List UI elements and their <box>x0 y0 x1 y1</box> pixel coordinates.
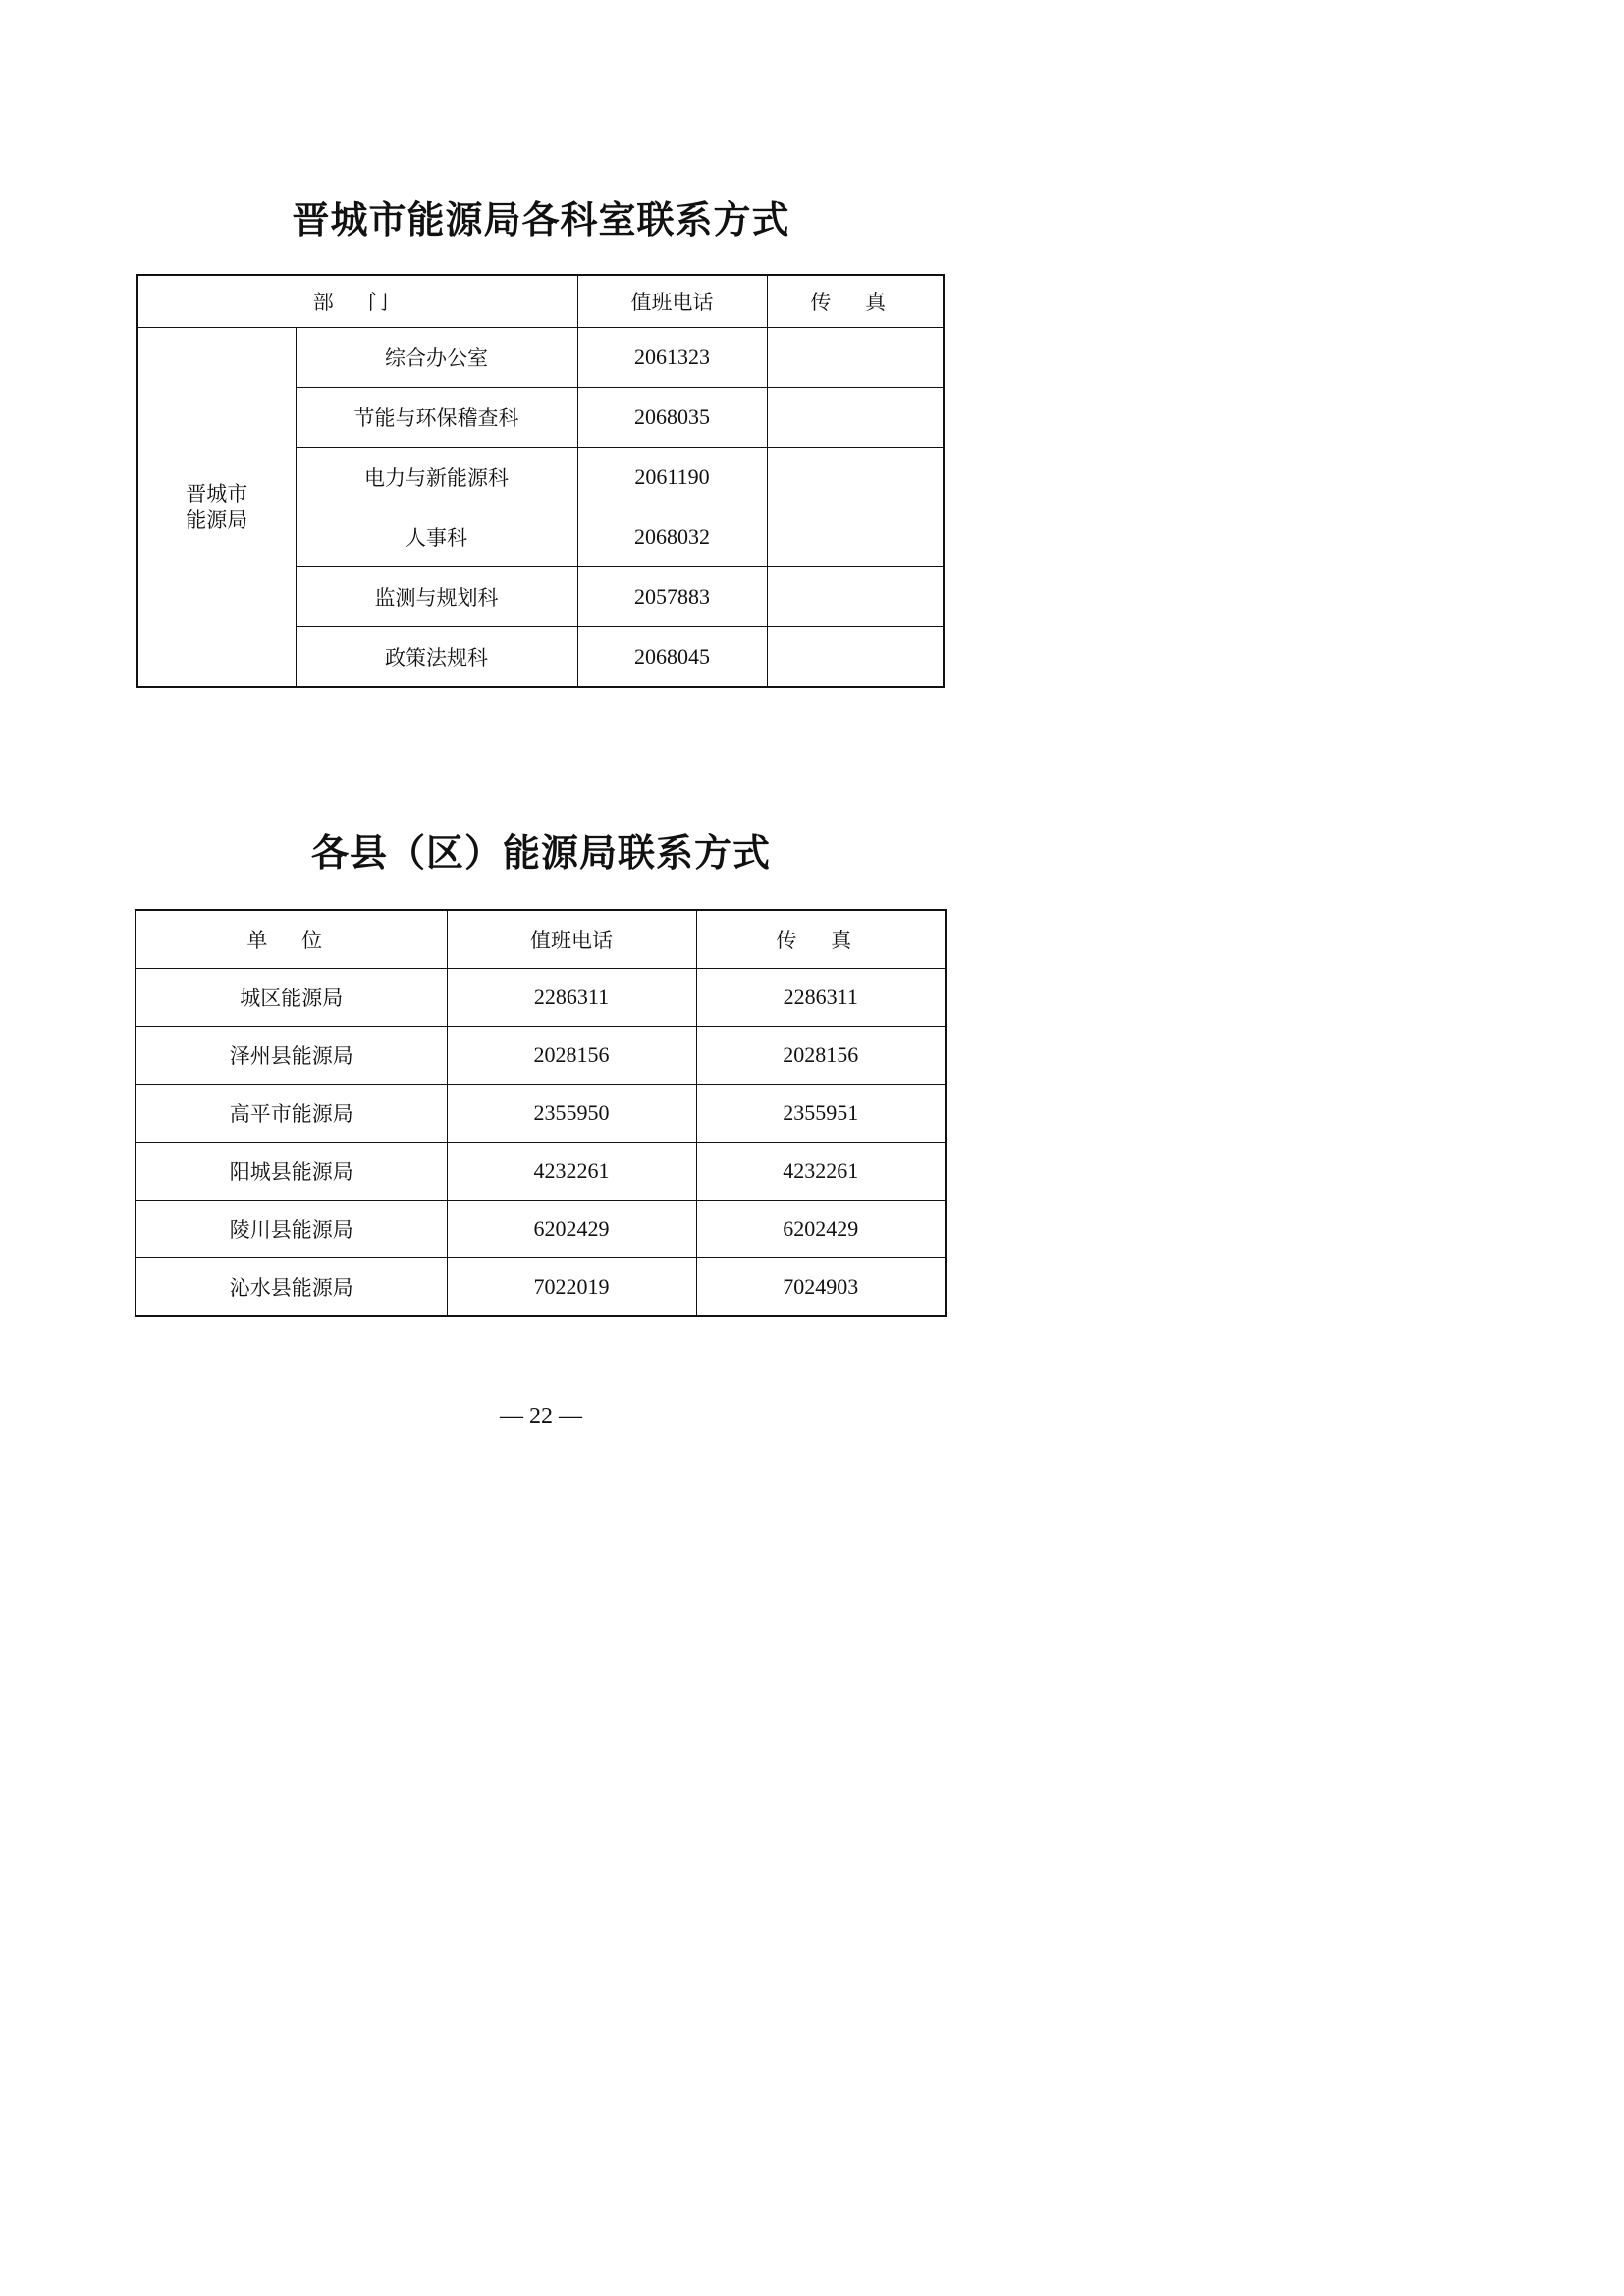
office-fax <box>767 567 944 627</box>
group-label-line1: 晋城市 <box>186 481 248 506</box>
unit-name: 沁水县能源局 <box>135 1258 447 1317</box>
table-header-row <box>135 910 946 969</box>
unit-name: 阳城县能源局 <box>135 1143 447 1201</box>
office-phone: 2061323 <box>577 328 767 388</box>
unit-phone: 4232261 <box>447 1143 696 1201</box>
office-phone: 2061190 <box>577 448 767 507</box>
header-phone: 值班电话 <box>447 910 696 969</box>
unit-fax: 7024903 <box>696 1258 946 1317</box>
header-phone: 值班电话 <box>577 275 767 328</box>
section2-title: 各县（区）能源局联系方式 <box>310 831 771 875</box>
group-label-line2: 能源局 <box>186 507 248 532</box>
section1-title: 晋城市能源局各科室联系方式 <box>292 198 790 241</box>
table-row <box>135 1143 946 1201</box>
header-fax: 传 真 <box>696 910 946 969</box>
unit-phone: 6202429 <box>447 1201 696 1258</box>
unit-phone: 2028156 <box>447 1027 696 1085</box>
unit-fax: 2286311 <box>696 969 946 1027</box>
unit-phone: 2355950 <box>447 1085 696 1143</box>
office-name: 人事科 <box>296 507 577 567</box>
office-fax <box>767 448 944 507</box>
office-fax <box>767 388 944 448</box>
unit-fax: 2355951 <box>696 1085 946 1143</box>
office-name: 节能与环保稽查科 <box>296 388 577 448</box>
table-row <box>135 1258 946 1317</box>
department-contact-table <box>136 274 945 688</box>
office-phone: 2068032 <box>577 507 767 567</box>
table-row <box>137 328 944 388</box>
office-phone: 2057883 <box>577 567 767 627</box>
office-phone: 2068045 <box>577 627 767 688</box>
header-unit: 单 位 <box>135 910 447 969</box>
unit-phone: 7022019 <box>447 1258 696 1317</box>
table-header-row <box>137 275 944 328</box>
unit-fax: 2028156 <box>696 1027 946 1085</box>
office-phone: 2068035 <box>577 388 767 448</box>
table-row <box>135 1085 946 1143</box>
page-number: — 22 — <box>500 1404 582 1429</box>
office-fax <box>767 627 944 688</box>
office-fax <box>767 328 944 388</box>
unit-name: 高平市能源局 <box>135 1085 447 1143</box>
unit-fax: 4232261 <box>696 1143 946 1201</box>
office-fax <box>767 507 944 567</box>
header-fax: 传 真 <box>767 275 944 328</box>
unit-name: 城区能源局 <box>135 969 447 1027</box>
office-name: 电力与新能源科 <box>296 448 577 507</box>
unit-name: 陵川县能源局 <box>135 1201 447 1258</box>
office-name: 监测与规划科 <box>296 567 577 627</box>
county-contact-table <box>135 909 947 1317</box>
table-row <box>135 1201 946 1258</box>
unit-phone: 2286311 <box>447 969 696 1027</box>
unit-name: 泽州县能源局 <box>135 1027 447 1085</box>
office-name: 政策法规科 <box>296 627 577 688</box>
header-department: 部 门 <box>137 275 577 328</box>
unit-fax: 6202429 <box>696 1201 946 1258</box>
table-row <box>135 969 946 1027</box>
table-row <box>135 1027 946 1085</box>
office-name: 综合办公室 <box>296 328 577 388</box>
group-label <box>137 328 296 688</box>
